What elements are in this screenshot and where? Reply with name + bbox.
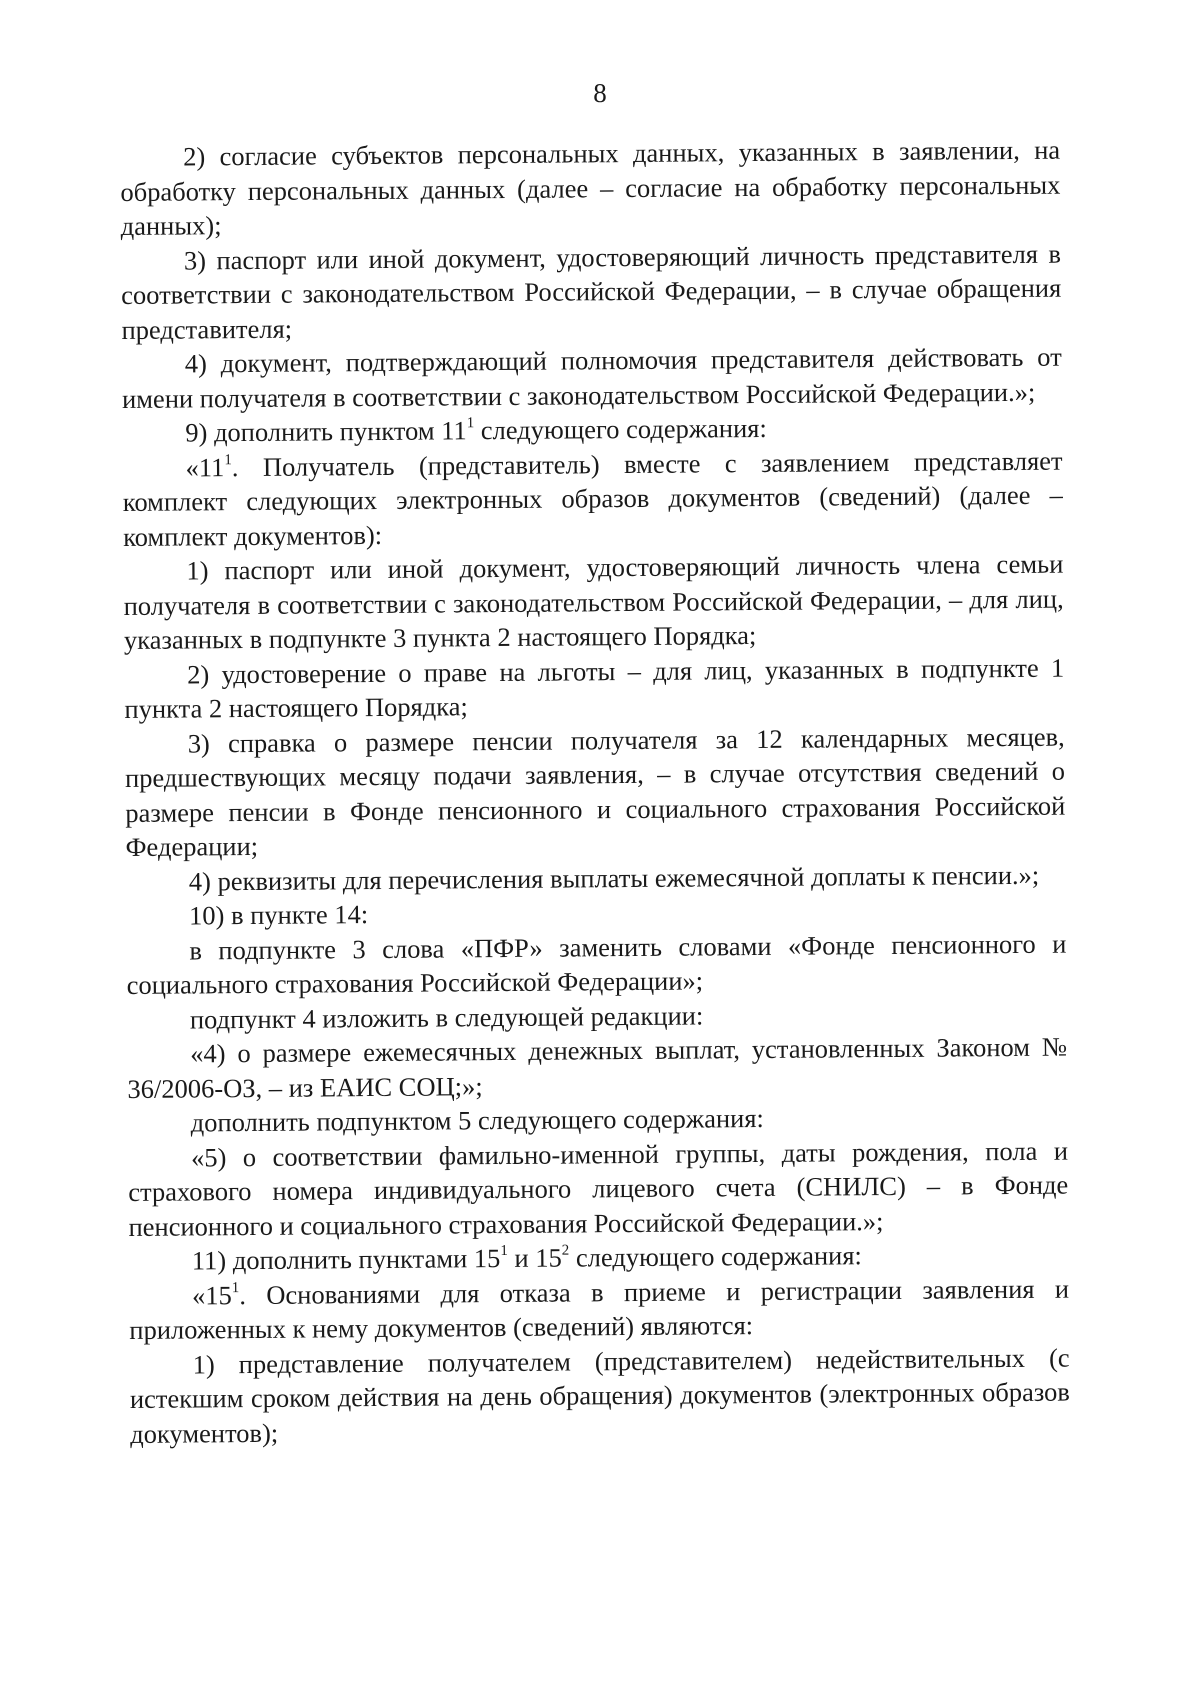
document-body <box>120 133 1070 1451</box>
paragraph-family-passport: 1) паспорт или иной документ, удостоверяющий личность члена семьи получателя в соответствии с законодательством Российской Федерации, – для лиц, указанных в подпункте 3 пункта 2 настоящего Порядка; <box>123 548 1064 655</box>
paragraph-authority-document: 4) документ, подтверждающий полномочия представителя действовать от имени получателя в соответствии с законодательством Российской Федерации.»; <box>121 341 1062 414</box>
paragraph-amendment-11: 11) дополнить пунктами $15^1$ и $15^2$ следующего содержания: <box>191 1240 862 1276</box>
paragraph-subclause-4-text: «4) о размере ежемесячных денежных выплат, установленных Законом № 36/2006-ОЗ, – из ЕАИС СОЦ;»; <box>127 1031 1068 1104</box>
paragraph-subclause-5-intro: дополнить подпунктом 5 следующего содержания: <box>190 1102 764 1138</box>
paragraph-consent: 2) согласие субъектов персональных данных, указанных в заявлении, на обработку персональных данных (далее – согласие на обработку персональных данных); <box>120 134 1061 241</box>
paragraph-subclause-5-text: «5) о соответствии фамильно-именной группы, даты рождения, пола и страхового номера индивидуального лицевого счета (СНИЛС) – в Фонде пенсионного и социального страхования Российской Федерации.»; <box>128 1135 1069 1242</box>
paragraph-subclause-3: в подпункте 3 слова «ПФР» заменить словами «Фонде пенсионного и социального страхования Российской Федерации»; <box>126 928 1067 1000</box>
paragraph-representative-passport: 3) паспорт или иной документ, удостоверяющий личность представителя в соответствии с законодательством Российской Федерации, – в случае обращения представителя; <box>121 238 1062 345</box>
paragraph-subclause-4-intro: подпункт 4 изложить в следующей редакции: <box>189 999 704 1034</box>
paragraph-benefit-certificate: 2) удостоверение о праве на льготы – для лиц, указанных в подпункте 1 пункта 2 настоящего Порядка; <box>124 652 1065 724</box>
paragraph-invalid-documents: 1) представление получателем (представителем) недействительных (с истекшим сроком действия на день обращения) документов (электронных образов документов); <box>129 1342 1070 1449</box>
paragraph-clause-11-1: «$11^1$. Получатель (представитель) вместе с заявлением представляет комплект следующих электронных образов документов (сведений) (далее – комплект документов): <box>122 445 1063 552</box>
paragraph-payment-details: 4) реквизиты для перечисления выплаты ежемесячной доплаты к пенсии.»; <box>188 859 1040 896</box>
page-number: 8 <box>593 78 607 108</box>
paragraph-amendment-9: 9) дополнить пунктом $11^1$ следующего содержания: <box>185 412 767 448</box>
paragraph-amendment-10: 10) в пункте 14: <box>188 899 369 931</box>
paragraph-clause-15-1: «$15^1$. Основаниями для отказа в приеме и регистрации заявления и приложенных к нему документов (сведений) являются: <box>129 1273 1070 1345</box>
paragraph-pension-statement: 3) справка о размере пенсии получателя за 12 календарных месяцев, предшествующих месяцу подачи заявления, – в случае отсутствия сведений о размере пенсии в Фонде пенсионного и социального страхования Российской Федерации; <box>124 721 1066 862</box>
